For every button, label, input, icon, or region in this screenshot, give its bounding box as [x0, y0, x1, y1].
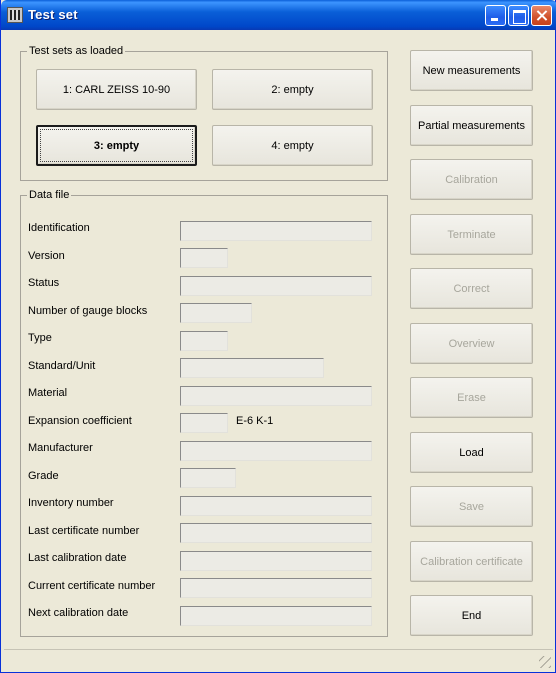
- last-cert-label: Last certificate number: [28, 525, 140, 537]
- last-cal-field[interactable]: [180, 551, 372, 571]
- test-set-2-button[interactable]: 2: empty: [212, 69, 373, 110]
- num-blocks-field[interactable]: [180, 303, 252, 323]
- erase-button[interactable]: Erase: [410, 377, 533, 418]
- app-icon[interactable]: [7, 7, 23, 23]
- next-cal-label: Next calibration date: [28, 607, 129, 619]
- test-set-1-button[interactable]: 1: CARL ZEISS 10-90: [36, 69, 197, 110]
- data-file-legend: Data file: [29, 189, 70, 201]
- standard-unit-field[interactable]: [180, 358, 324, 378]
- identification-field[interactable]: [180, 221, 372, 241]
- type-field[interactable]: [180, 331, 228, 351]
- current-cert-label: Current certificate number: [28, 580, 156, 592]
- calibration-button[interactable]: Calibration: [410, 159, 533, 200]
- inventory-label: Inventory number: [28, 497, 114, 509]
- expansion-unit: E-6 K-1: [236, 415, 274, 427]
- calibration-certificate-button[interactable]: Calibration certificate: [410, 541, 533, 582]
- next-cal-field[interactable]: [180, 606, 372, 626]
- identification-label: Identification: [28, 222, 90, 234]
- load-button[interactable]: Load: [410, 432, 533, 473]
- inventory-field[interactable]: [180, 496, 372, 516]
- close-button[interactable]: [531, 5, 552, 26]
- material-field[interactable]: [180, 386, 372, 406]
- end-button[interactable]: End: [410, 595, 533, 636]
- partial-measurements-button[interactable]: Partial measurements: [410, 105, 533, 146]
- grade-label: Grade: [28, 470, 59, 482]
- manufacturer-label: Manufacturer: [28, 442, 93, 454]
- expansion-label: Expansion coefficient: [28, 415, 132, 427]
- status-label: Status: [28, 277, 60, 289]
- manufacturer-field[interactable]: [180, 441, 372, 461]
- grade-field[interactable]: [180, 468, 236, 488]
- status-bar: [4, 649, 553, 670]
- maximize-button[interactable]: [508, 5, 529, 26]
- standard-unit-label: Standard/Unit: [28, 360, 96, 372]
- window-title: Test set: [28, 7, 78, 22]
- material-label: Material: [28, 387, 68, 399]
- current-cert-field[interactable]: [180, 578, 372, 598]
- terminate-button[interactable]: Terminate: [410, 214, 533, 255]
- resize-grip-icon[interactable]: [539, 656, 551, 668]
- expansion-field[interactable]: [180, 413, 228, 433]
- new-measurements-button[interactable]: New measurements: [410, 50, 533, 91]
- correct-button[interactable]: Correct: [410, 268, 533, 309]
- status-field[interactable]: [180, 276, 372, 296]
- version-field[interactable]: [180, 248, 228, 268]
- save-button[interactable]: Save: [410, 486, 533, 527]
- type-label: Type: [28, 332, 52, 344]
- overview-button[interactable]: Overview: [410, 323, 533, 364]
- test-sets-legend: Test sets as loaded: [29, 45, 124, 57]
- test-set-3-button[interactable]: 3: empty: [36, 125, 197, 166]
- last-cal-label: Last calibration date: [28, 552, 127, 564]
- last-cert-field[interactable]: [180, 523, 372, 543]
- version-label: Version: [28, 250, 65, 262]
- num-blocks-label: Number of gauge blocks: [28, 305, 148, 317]
- title-bar[interactable]: [1, 0, 556, 30]
- test-set-4-button[interactable]: 4: empty: [212, 125, 373, 166]
- minimize-button[interactable]: [485, 5, 506, 26]
